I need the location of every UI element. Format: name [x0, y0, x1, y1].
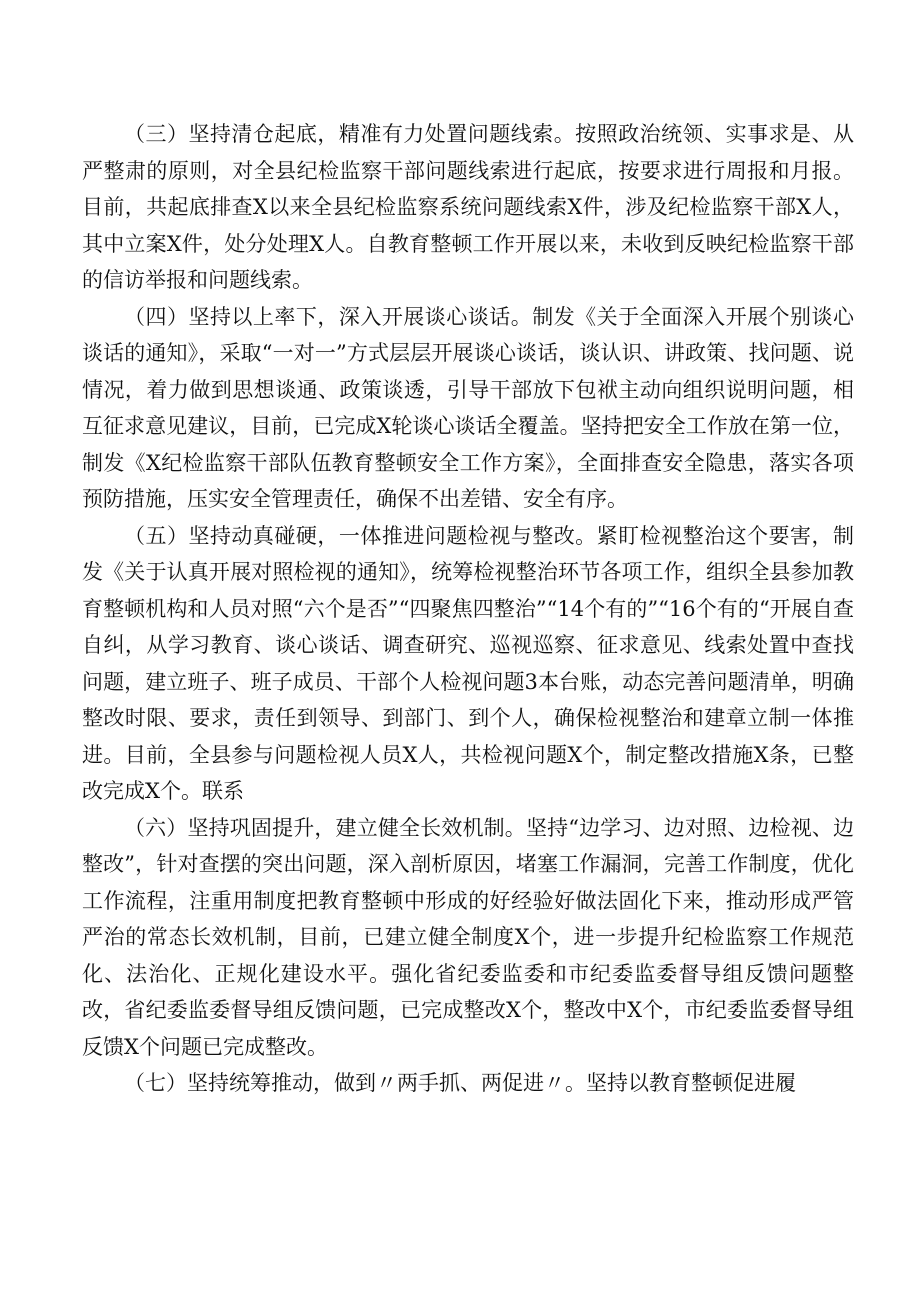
paragraph-4: （四）坚持以上率下，深入开展谈心谈话。制发《关于全面深入开展个别谈心谈话的通知》，采取“一对一”方式层层开展谈心谈话，谈认识、讲政策、找问题、说情况，着力做到思想谈通、政策谈透，引导干部放下包袱主动向组织说明问题，相互征求意见建议，目前，已完成X轮谈心谈话全覆盖。坚持把安全工作放在第一位，制发《X纪检监察干部队伍教育整顿安全工作方案》，全面排查安全隐患，落实各项预防措施，压实安全管理责任，确保不出差错、安全有序。	[82, 304, 854, 511]
paragraph-3: （三）坚持清仓起底，精准有力处置问题线索。按照政治统领、实事求是、从严整肃的原则，对全县纪检监察干部问题线索进行起底，按要求进行周报和月报。目前，共起底排查X以来全县纪检监察系统问题线索X件，涉及纪检监察干部X人，其中立案X件，处分处理X人。自教育整顿工作开展以来，未收到反映纪检监察干部的信访举报和问题线索。	[82, 122, 854, 292]
paragraph-7: （七）坚持统筹推动，做到〃两手抓、两促进〃。坚持以教育整顿促进履	[124, 1071, 796, 1095]
paragraph-5: （五）坚持动真碰硬，一体推进问题检视与整改。紧盯检视整治这个要害，制发《关于认真开展对照检视的通知》，统筹检视整治环节各项工作，组织全县参加教育整顿机构和人员对照“六个是否”“四聚焦四整治”“14个有的”“16个有的“开展自查自纠，从学习教育、谈心谈话、调查研究、巡视巡察、征求意见、线索处置中查找问题，建立班子、班子成员、干部个人检视问题3本台账，动态完善问题清单，明确整改时限、要求，责任到领导、到部门、到个人，确保检视整治和建章立制一体推进。目前，全县参与问题检视人员X人，共检视问题X个，制定整改措施X条，已整改完成X个。联系	[82, 523, 854, 803]
document-body	[82, 116, 854, 1102]
paragraph-6: （六）坚持巩固提升，建立健全长效机制。坚持“边学习、边对照、边检视、边整改”，针对查摆的突出问题，深入剖析原因，堵塞工作漏洞，完善工作制度，优化工作流程，注重用制度把教育整顿中形成的好经验好做法固化下来，推动形成严管严治的常态长效机制，目前，已建立健全制度X个，进一步提升纪检监察工作规范化、法治化、正规化建设水平。强化省纪委监委和市纪委监委督导组反馈问题整改，省纪委监委督导组反馈问题，已完成整改X个，整改中X个，市纪委监委督导组反馈X个问题已完成整改。	[82, 815, 854, 1059]
